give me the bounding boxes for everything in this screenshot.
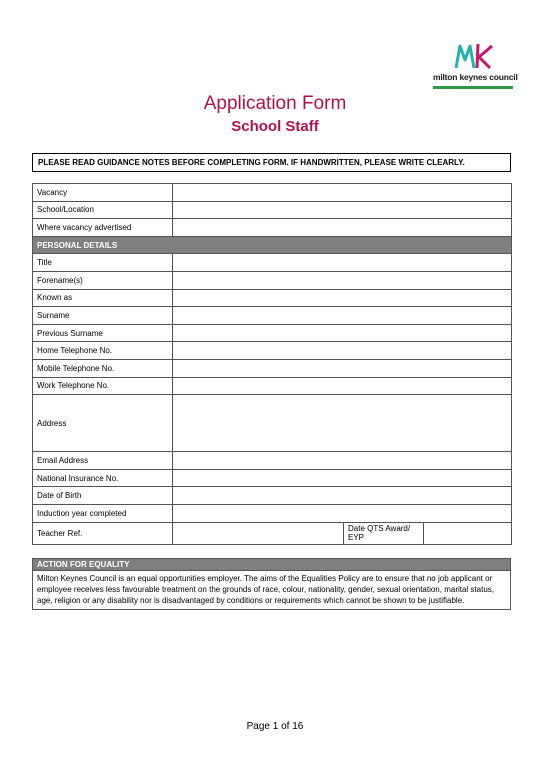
page-subtitle: School Staff	[231, 118, 319, 135]
field-label-previous-surname: Previous Surname	[33, 324, 173, 342]
page-title: Application Form	[203, 93, 347, 114]
field-label-induction-year-completed: Induction year completed	[33, 504, 173, 522]
field-input-induction-year-completed[interactable]	[173, 504, 512, 522]
field-label-date-qts-award: Date QTS Award/ EYP	[344, 522, 424, 544]
personal-details-heading: PERSONAL DETAILS	[33, 236, 512, 254]
form-body	[33, 184, 512, 545]
form-row	[33, 289, 512, 307]
equality-heading: ACTION FOR EQUALITY	[33, 559, 511, 571]
field-input-previous-surname[interactable]	[173, 324, 512, 342]
form-row	[33, 342, 512, 360]
field-input-date-qts-award[interactable]	[424, 522, 512, 544]
field-input-forename-s[interactable]	[173, 271, 512, 289]
field-input-national-insurance-no[interactable]	[173, 469, 512, 487]
form-row	[33, 254, 512, 272]
form-row	[33, 452, 512, 470]
field-input-where-vacancy-advertised[interactable]	[173, 219, 512, 237]
field-label-surname: Surname	[33, 307, 173, 325]
field-input-known-as[interactable]	[173, 289, 512, 307]
form-row	[33, 487, 512, 505]
form-row	[33, 271, 512, 289]
field-input-date-of-birth[interactable]	[173, 487, 512, 505]
field-label-forename-s: Forename(s)	[33, 271, 173, 289]
form-row	[33, 307, 512, 325]
field-label-address: Address	[33, 395, 173, 452]
page-number: Page 1 of 16	[246, 721, 304, 732]
form-row	[33, 324, 512, 342]
equality-section	[32, 558, 511, 610]
field-label-known-as: Known as	[33, 289, 173, 307]
field-label-title: Title	[33, 254, 173, 272]
field-input-teacher-ref[interactable]	[173, 522, 344, 544]
field-input-vacancy[interactable]	[173, 184, 512, 202]
logo-m-mark	[456, 46, 474, 68]
form-row	[33, 219, 512, 237]
form-row	[33, 201, 512, 219]
field-label-where-vacancy-advertised: Where vacancy advertised	[33, 219, 173, 237]
field-label-mobile-telephone-no: Mobile Telephone No.	[33, 359, 173, 377]
form-row	[33, 469, 512, 487]
field-input-title[interactable]	[173, 254, 512, 272]
field-label-school-location: School/Location	[33, 201, 173, 219]
field-label-work-telephone-no: Work Telephone No.	[33, 377, 173, 395]
equality-text: Milton Keynes Council is an equal opportunities employer. The aims of the Equalities Policy are to ensure that no job applicant or employee receives less favourable treatment on the grounds of race, colour, nationality, gender, sexual orientation, marital status, age, religion or any disability nor is disadvantaged by conditions or requirements which cannot be shown to be justifiable.	[33, 571, 511, 610]
form-row	[33, 184, 512, 202]
form-row	[33, 359, 512, 377]
field-input-school-location[interactable]	[173, 201, 512, 219]
logo-k-mark	[477, 44, 492, 68]
field-label-national-insurance-no: National Insurance No.	[33, 469, 173, 487]
field-input-surname[interactable]	[173, 307, 512, 325]
field-input-mobile-telephone-no[interactable]	[173, 359, 512, 377]
form-row	[33, 522, 512, 544]
field-input-work-telephone-no[interactable]	[173, 377, 512, 395]
field-label-teacher-ref: Teacher Ref.	[33, 522, 173, 544]
field-label-home-telephone-no: Home Telephone No.	[33, 342, 173, 360]
field-input-address[interactable]	[173, 395, 512, 452]
application-form-table	[32, 183, 512, 545]
field-input-email-address[interactable]	[173, 452, 512, 470]
field-label-email-address: Email Address	[33, 452, 173, 470]
section-header-row	[33, 236, 512, 254]
logo-text: milton keynes council	[433, 72, 518, 82]
form-row	[33, 377, 512, 395]
form-row	[33, 504, 512, 522]
logo-underline	[433, 86, 513, 89]
form-row	[33, 395, 512, 452]
field-input-home-telephone-no[interactable]	[173, 342, 512, 360]
field-label-vacancy: Vacancy	[33, 184, 173, 202]
field-label-date-of-birth: Date of Birth	[33, 487, 173, 505]
guidance-notice: PLEASE READ GUIDANCE NOTES BEFORE COMPLETING FORM. IF HANDWRITTEN, PLEASE WRITE CLEARLY.	[32, 153, 511, 172]
